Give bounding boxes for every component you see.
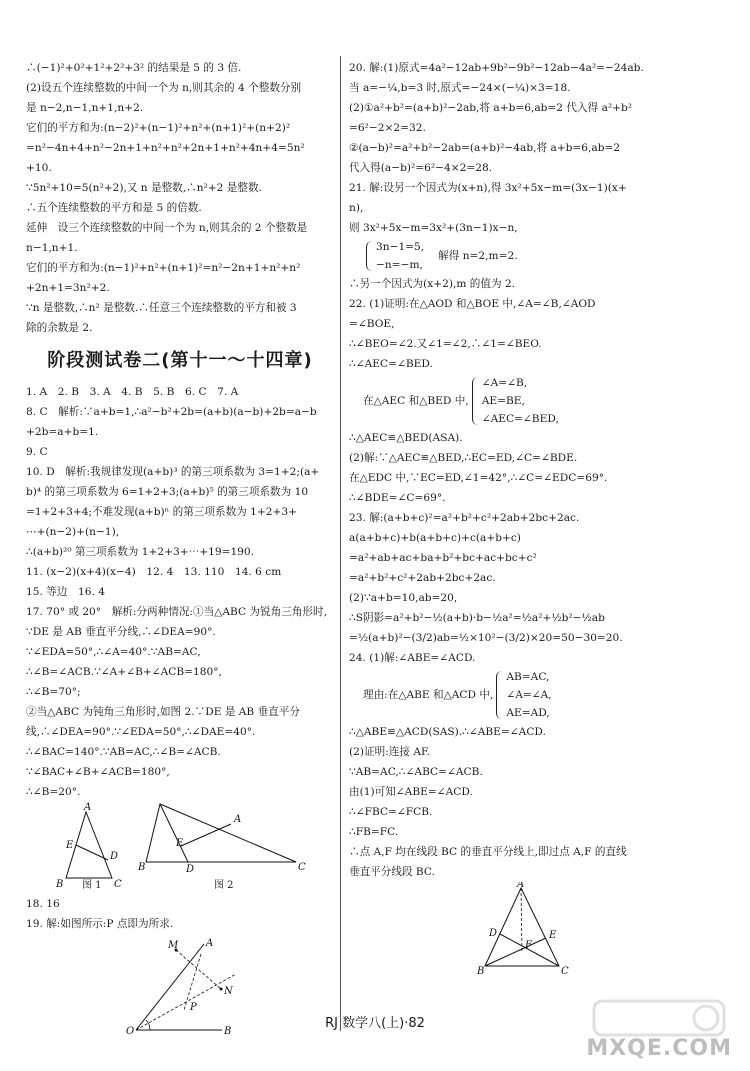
svg-text:A: A <box>206 938 214 949</box>
q24-line: 24. (1)解:∠ABE=∠ACD. <box>349 652 476 664</box>
q22-brace-label: 在△AEC 和△BED 中, <box>363 395 469 407</box>
svg-text:O: O <box>126 1026 135 1034</box>
q23-line: =½(a+b)²−(3/2)ab=½×10²−(3/2)×20=50−30=20. <box>349 632 623 644</box>
q24-line: ∴点 A,F 均在线段 BC 的垂直平分线上,即过点 A,F 的直线 <box>349 846 627 858</box>
answer-line: ②当△ABC 为钝角三角形时,如图 2.∵DE 是 AB 垂直平分 <box>26 706 300 718</box>
q22-line: 在△EDC 中,∵EC=ED,∠1=42°,∴∠C=∠EDC=69°. <box>349 472 608 484</box>
answer-line: 17. 70° 或 20° 解析:分两种情况:①当△ABC 为锐角三角形时, <box>26 606 327 618</box>
page-footer: RJ 数学八(上)·82 <box>325 1016 425 1031</box>
answers-list <box>26 382 334 802</box>
figure-2-caption: 图 2 <box>214 880 234 891</box>
figure-1-caption: 图 1 <box>82 880 102 891</box>
q22-system <box>349 374 725 428</box>
q23-line: (2)∵a+b=10,ab=20, <box>349 592 458 604</box>
prev-solution-line: 它们的平方和为:(n−1)²+n²+(n+1)²=n²−2n+1+n²+n² <box>26 262 301 274</box>
q23-line: =a²+ab+ac+ba+b²+bc+ac+bc+c² <box>349 552 537 564</box>
answer-line: ∴(a+b)²⁰ 第三项系数为 1+2+3+⋯+19=190. <box>26 546 255 558</box>
q24-continued <box>349 722 725 882</box>
svg-text:E: E <box>549 930 557 941</box>
q24-line: 垂直平分线段 BC. <box>349 866 436 878</box>
q24-line: ∴FB=FC. <box>349 826 399 838</box>
q-prev-solution <box>26 58 334 338</box>
q23-line: a(a+b+c)+b(a+b+c)+c(a+b+c) <box>349 532 521 544</box>
svg-text:A: A <box>234 814 242 825</box>
answer-line: 15. 等边 16. 4 <box>26 586 105 598</box>
svg-text:N: N <box>224 986 233 997</box>
prev-solution-line: 是 n−2,n−1,n+1,n+2. <box>26 102 144 114</box>
svg-text:D: D <box>110 851 119 862</box>
q22-cond-2: AE=BE, <box>481 395 525 407</box>
prev-solution-line: ∴(−1)²+0²+1²+2²+3² 的结果是 5 的 3 倍. <box>26 62 242 74</box>
answer-line: =1+2+3+4;不难发现(a+b)ⁿ 的第三项系数为 1+2+3+ <box>26 506 297 518</box>
q20-line: (2)①a²+b²=(a+b)²−2ab,将 a+b=6,ab=2 代入得 a²+b² <box>349 102 633 114</box>
q17-figures <box>26 802 334 894</box>
q21-conclusion: ∴另一个因式为(x+2),m 的值为 2. <box>349 278 516 290</box>
svg-text:M: M <box>168 940 179 951</box>
q21-eq-2: −n=−m, <box>376 259 423 271</box>
q20-line: 20. 解:(1)原式=4a²−12ab+9b²−9b²−12ab−4a²=−24ab. <box>349 62 644 74</box>
prev-solution-line: =n²−4n+4+n²−2n+1+n²+n²+2n+1+n²+4n+4=5n² <box>26 142 305 154</box>
q23-solution <box>349 508 725 648</box>
figure-2 <box>137 804 306 875</box>
q24-solution <box>349 648 725 668</box>
svg-text:C: C <box>561 966 569 974</box>
right-column <box>349 58 725 974</box>
q21-solution <box>349 178 725 238</box>
answer-line: ∵∠EDA=50°,∴∠A=40°.∵AB=AC, <box>26 646 201 658</box>
answer-line: 1. A 2. B 3. A 4. B 5. B 6. C 7. A <box>26 386 239 398</box>
svg-text:C: C <box>298 862 306 873</box>
svg-text:P: P <box>190 1002 197 1013</box>
left-column <box>26 58 334 1034</box>
brace-mark <box>366 241 372 271</box>
q24-line: 由(1)可知∠ABE=∠ACD. <box>349 786 473 798</box>
answer-line: ∵DE 是 AB 垂直平分线,∴∠DEA=90°. <box>26 626 216 638</box>
svg-text:D: D <box>489 928 498 939</box>
prev-solution-line: +2n+1=3n²+2. <box>26 282 110 294</box>
answer-line: ∴∠BAC=140°.∵AB=AC,∴∠B=∠ACB. <box>26 746 221 758</box>
svg-text:B: B <box>224 1026 232 1034</box>
q21-eq-1: 3n−1=5, <box>376 241 425 253</box>
answer-line: 8. C 解析:∵a+b=1,∴a²−b²+2b=(a+b)(a−b)+2b=a−b <box>26 406 317 418</box>
q22-cond-1: ∠A=∠B, <box>481 377 528 389</box>
q21-line: 21. 解:设另一个因式为(x+n),得 3x²+5x−m=(3x−1)(x+ <box>349 182 627 194</box>
q21-solve: 解得 n=2,m=2. <box>438 250 518 262</box>
svg-text:E: E <box>66 840 74 851</box>
q21-line: n), <box>349 202 364 214</box>
q22-line: (2)解:∵△AEC≌△BED,∴EC=ED,∠C=∠BDE. <box>349 452 578 464</box>
svg-text:B: B <box>477 966 485 974</box>
triangle-figures <box>26 802 326 894</box>
q22-line: ∴∠BEO=∠2.又∠1=∠2,∴∠1=∠BEO. <box>349 338 542 350</box>
q24-cond-3: AE=AD, <box>506 707 550 719</box>
triangle-abc-figure <box>349 882 725 974</box>
q20-line: 当 a=−¼,b=3 时,原式=−24×(−¼)×3=18. <box>349 82 571 94</box>
answer-line: 11. (x−2)(x+4)(x−4) 12. 4 13. 110 14. 6 cm <box>26 566 282 578</box>
q22-line: ∴∠BDE=∠C=69°. <box>349 492 446 504</box>
q24-system <box>349 668 725 722</box>
answer-line: ∴∠B=20°. <box>26 786 81 798</box>
q20-line: ②(a−b)²=a²+b²−2ab=(a+b)²−4ab,将 a+b=6,ab=2 <box>349 142 621 154</box>
q20-line: 代入得(a−b)²=6²−4×2=28. <box>349 162 493 174</box>
svg-text:A: A <box>84 802 92 813</box>
prev-solution-line: n−1,n+1. <box>26 242 78 254</box>
q20-line: =6²−2×2=32. <box>349 122 426 134</box>
svg-text:B: B <box>56 879 64 890</box>
prev-solution-line: 除的余数是 2. <box>26 322 93 334</box>
svg-text:D: D <box>186 864 195 875</box>
q24-line: ∴∠FBC=∠FCB. <box>349 806 433 818</box>
prev-solution-line: (2)设五个连续整数的中间一个为 n,则其余的 4 个整数分别 <box>26 82 302 94</box>
answer-line: 9. C <box>26 446 48 458</box>
answer-line: ∵∠BAC+∠B+∠ACB=180°, <box>26 766 170 778</box>
q24-brace-label: 理由:在△ABE 和△ACD 中, <box>363 689 494 701</box>
q22-line: ∴△AEC≌△BED(ASA). <box>349 432 463 444</box>
prev-solution-line: +10. <box>26 162 52 174</box>
q24-line: ∴△ABE≌△ACD(SAS).∴∠ABE=∠ACD. <box>349 726 546 738</box>
q24-line: ∵AB=AC,∴∠ABC=∠ACB. <box>349 766 483 778</box>
q22-continued <box>349 428 725 508</box>
q18-answer: 18. 16 <box>26 898 60 910</box>
answer-line: ∴∠B=∠ACB.∵∠A+∠B+∠ACB=180°, <box>26 666 222 678</box>
brace-mark <box>496 671 502 719</box>
svg-text:F: F <box>525 940 532 951</box>
svg-text:C: C <box>114 879 122 890</box>
prev-solution-line: 它们的平方和为:(n−2)²+(n−1)²+n²+(n+1)²+(n+2)² <box>26 122 291 134</box>
svg-text:B: B <box>138 862 146 873</box>
q20-solution <box>349 58 725 178</box>
q22-line: =∠BOE, <box>349 318 395 330</box>
q24-figure <box>349 882 725 974</box>
q23-line: ∴S阴影=a²+b²−½(a+b)·b−½a²=½a²+½b²−½ab <box>349 612 605 624</box>
q24-line: (2)证明:连接 AF. <box>349 746 431 758</box>
prev-solution-line: ∵5n²+10=5(n²+2),又 n 是整数,∴n²+2 是整数. <box>26 182 262 194</box>
svg-text:E: E <box>176 838 184 849</box>
q24-cond-2: ∠A=∠A, <box>506 689 552 701</box>
q22-line: ∴∠AEC=∠BED. <box>349 358 433 370</box>
q22-solution <box>349 294 725 374</box>
q24-cond-1: AB=AC, <box>506 671 550 683</box>
q22-line: 22. (1)证明:在△AOD 和△BOE 中,∠A=∠B,∠AOD <box>349 298 596 310</box>
answer-line: 10. D 解析:我规律发现(a+b)³ 的第三项系数为 3=1+2;(a+ <box>26 466 320 478</box>
prev-solution-line: ∴五个连续整数的平方和是 5 的倍数. <box>26 202 202 214</box>
q19-answer: 19. 解:如图所示:P 点即为所求. <box>26 918 174 930</box>
answer-line: ⋯+(n−2)+(n−1), <box>26 526 120 538</box>
q21-line: 则 3x²+5x−m=3x²+(3n−1)x−n, <box>349 222 518 234</box>
prev-solution-line: 延伸 设三个连续整数的中间一个为 n,则其余的 2 个整数是 <box>26 222 308 234</box>
section-title: 阶段测试卷二(第十一～十四章) <box>47 350 313 371</box>
q22-cond-3: ∠AEC=∠BED, <box>481 413 559 425</box>
column-divider <box>340 56 341 1031</box>
answer-line: +2b=a+b=1. <box>26 426 99 438</box>
q23-line: 23. 解:(a+b+c)²=a²+b²+c²+2ab+2bc+2ac. <box>349 512 580 524</box>
q23-line: =a²+b²+c²+2ab+2bc+2ac. <box>349 572 496 584</box>
q21-system <box>349 238 725 274</box>
svg-text:A: A <box>517 882 525 890</box>
prev-solution-line: ∵n 是整数,∴n² 是整数.∴任意三个连续整数的平方和被 3 <box>26 302 297 314</box>
brace-mark <box>472 377 478 425</box>
answer-line: ∴∠B=70°; <box>26 686 81 698</box>
watermark-text: MXQE.COM <box>586 1036 732 1061</box>
answer-line: 线,∴∠DEA=90°.∵∠EDA=50°,∴∠DAE=40°. <box>26 726 256 738</box>
answer-line: b)⁴ 的第三项系数为 6=1+2+3;(a+b)⁵ 的第三项系数为 10 <box>26 486 309 498</box>
